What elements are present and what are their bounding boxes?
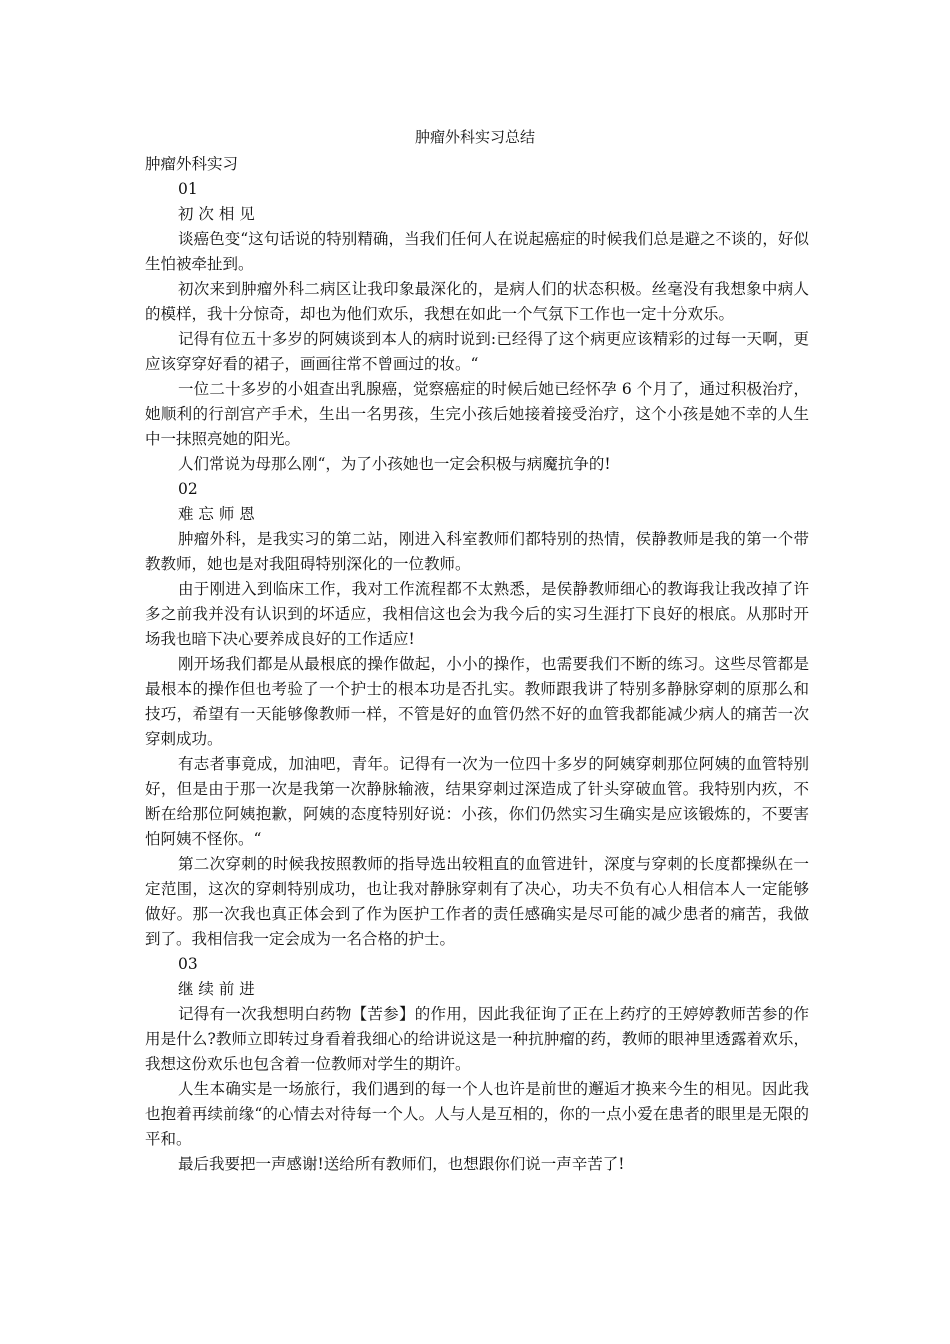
paragraph: 肿瘤外科，是我实习的第二站，刚进入科室教师们都特别的热情，侯静教师是我的第一个带教教师，她也是对我阻碍特别深化的一位教师。 (145, 530, 809, 573)
paragraph: 人们常说为母那么刚“，为了小孩她也一定会积极与病魔抗争的! (178, 455, 611, 473)
section-heading: 初 次 相 见 (178, 205, 255, 223)
section-number: 03 (178, 955, 198, 973)
paragraph: 一位二十多岁的小姐查出乳腺癌，觉察癌症的时候后她已经怀孕 6 个月了，通过积极治疗，她顺利的行剖宫产手术，生出一名男孩，生完小孩后她接着接受治疗，这个小孩是她不幸的人生中一抹照亮她的阳光。 (145, 380, 809, 448)
document-title: 肿瘤外科实习总结 (414, 128, 535, 146)
document-body (145, 152, 809, 1177)
paragraph: 谈癌色变“这句话说的特别精确，当我们任何人在说起癌症的时候我们总是避之不谈的，好似生怕被牵扯到。 (145, 230, 809, 273)
paragraph: 人生本确实是一场旅行，我们遇到的每一个人也许是前世的邂逅才换来今生的相见。因此我也抱着再续前缘“的心情去对待每一个人。人与人是互相的，你的一点小爱在患者的眼里是无限的平和。 (145, 1080, 809, 1148)
paragraph: 记得有位五十多岁的阿姨谈到本人的病时说到:已经得了这个病更应该精彩的过每一天啊，更应该穿穿好看的裙子，画画往常不曾画过的妆。“ (145, 330, 809, 373)
paragraph: 记得有一次我想明白药物【苦参】的作用，因此我征询了正在上药疗的王婷婷教师苦参的作用是什么?教师立即转过身看着我细心的给讲说这是一种抗肿瘤的药，教师的眼神里透露着欢乐，我想这份欢乐也包含着一位教师对学生的期许。 (145, 1005, 809, 1073)
paragraph: 刚开场我们都是从最根底的操作做起，小小的操作，也需要我们不断的练习。这些尽管都是最根本的操作但也考验了一个护士的根本功是否扎实。教师跟我讲了特别多静脉穿刺的原那么和技巧，希望有一天能够像教师一样，不管是好的血管仍然不好的血管我都能减少病人的痛苦一次穿刺成功。 (145, 655, 809, 748)
document-subtitle: 肿瘤外科实习 (145, 155, 239, 173)
section-number: 01 (178, 180, 198, 198)
paragraph: 有志者事竟成，加油吧，青年。记得有一次为一位四十多岁的阿姨穿刺那位阿姨的血管特别好，但是由于那一次是我第一次静脉输液，结果穿刺过深造成了针头穿破血管。我特别内疚，不断在给那位阿姨抱歉，阿姨的态度特别好说：小孩，你们仍然实习生确实是应该锻炼的，不要害怕阿姨不怪你。“ (145, 755, 809, 848)
section-heading: 难 忘 师 恩 (178, 505, 255, 523)
paragraph: 由于刚进入到临床工作，我对工作流程都不太熟悉，是侯静教师细心的教诲我让我改掉了许多之前我并没有认识到的坏适应，我相信这也会为我今后的实习生涯打下良好的根底。从那时开场我也暗下决心要养成良好的工作适应! (145, 580, 809, 648)
section-heading: 继 续 前 进 (178, 980, 255, 998)
paragraph: 初次来到肿瘤外科二病区让我印象最深化的，是病人们的状态积极。丝毫没有我想象中病人的模样，我十分惊奇，却也为他们欢乐，我想在如此一个气氛下工作也一定十分欢乐。 (145, 280, 809, 323)
section-number: 02 (178, 480, 198, 498)
paragraph: 最后我要把一声感谢!送给所有教师们，也想跟你们说一声辛苦了! (178, 1155, 625, 1173)
paragraph: 第二次穿刺的时候我按照教师的指导选出较粗直的血管进针，深度与穿刺的长度都操纵在一定范围，这次的穿刺特别成功，也让我对静脉穿刺有了决心，功夫不负有心人相信本人一定能够做好。那一次我也真正体会到了作为医护工作者的责任感确实是尽可能的减少患者的痛苦，我做到了。我相信我一定会成为一名合格的护士。 (145, 855, 809, 948)
